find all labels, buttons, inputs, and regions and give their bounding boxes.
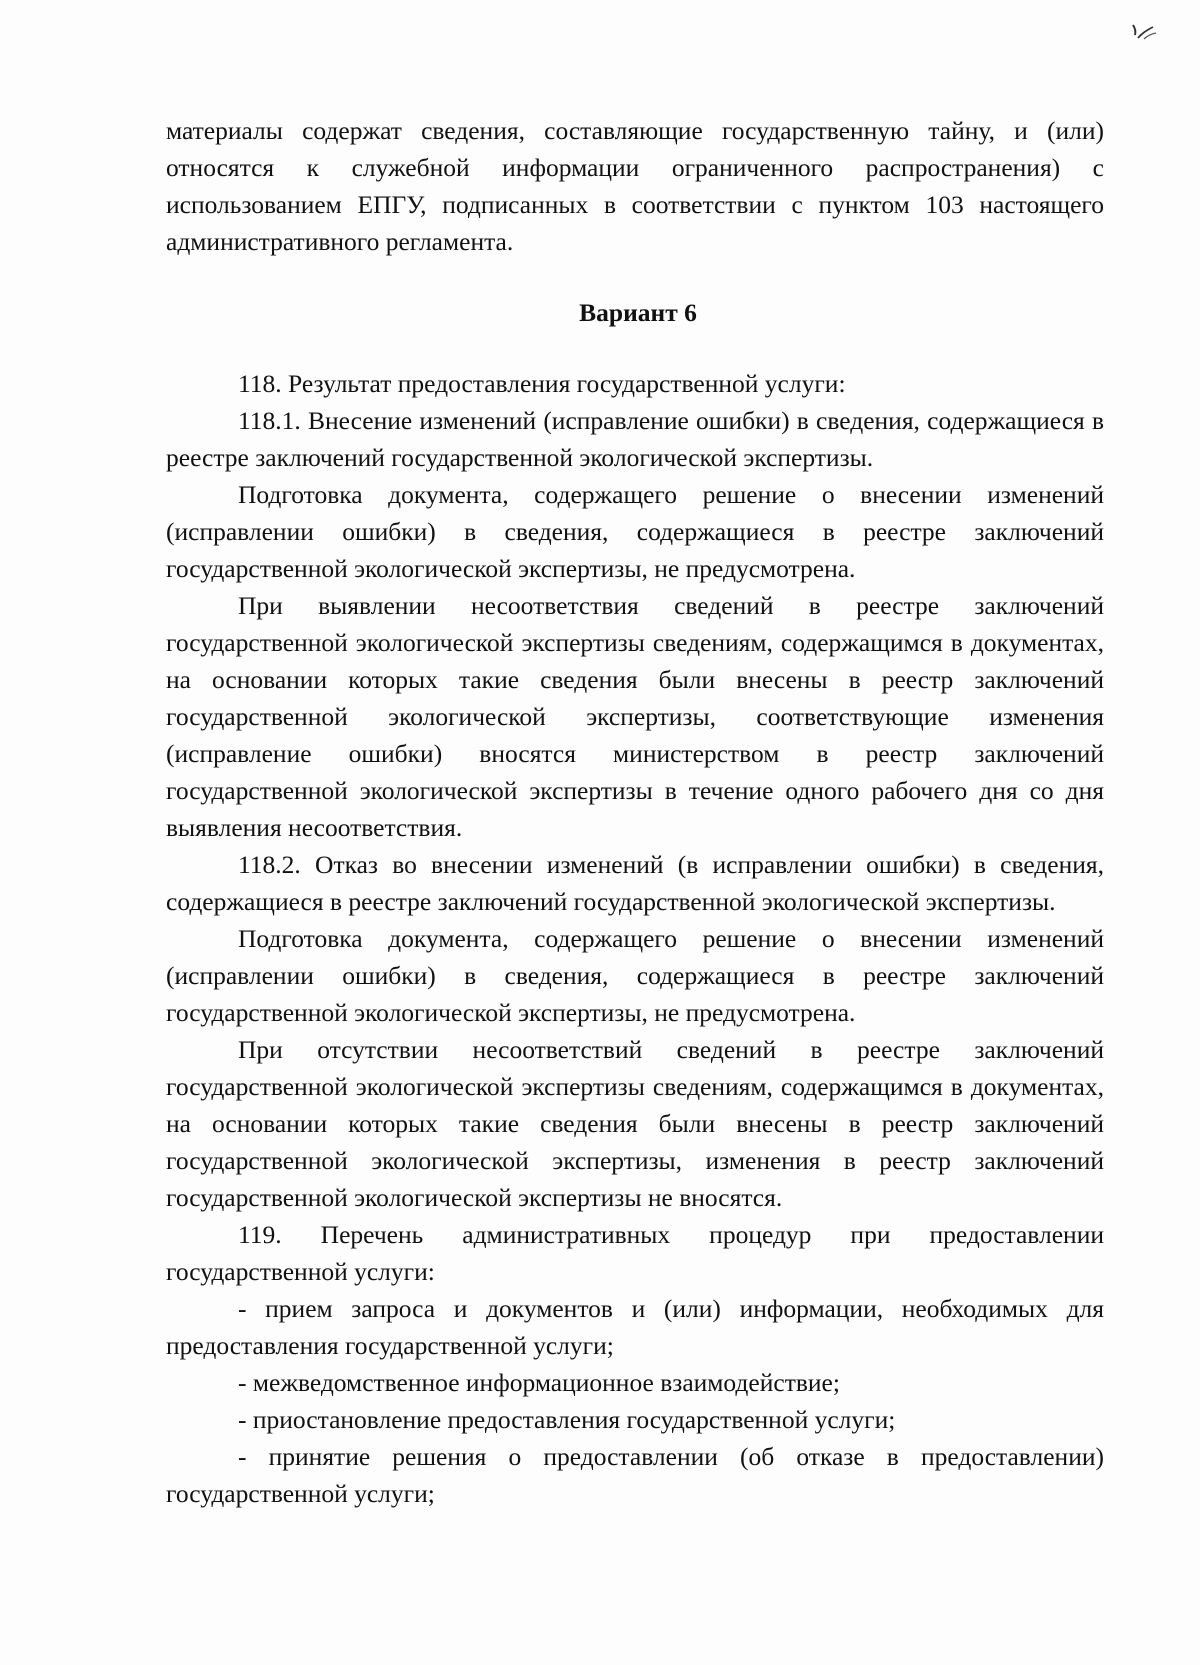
list-item-reception: - прием запроса и документов и (или) информации, необходимых для предоставления государственной услуги; xyxy=(166,1294,1104,1360)
list-item-suspension: - приостановление предоставления государственной услуги; xyxy=(238,1405,896,1434)
paragraph-no-error: При отсутствии несоответствий сведений в реестре заключений государственной экологической экспертизы сведениям, содержащимся в документах, на основании которых такие сведения были внесены в реестр заключений государственной экологической экспертизы, изменения в реестр заключений государственной экологической экспертизы не вносятся. xyxy=(166,1035,1104,1212)
handwritten-mark-icon xyxy=(1128,18,1162,46)
intro-paragraph: материалы содержат сведения, составляющие государственную тайну, и (или) относятся к служебной информации ограниченного распространения) с использованием ЕПГУ, подписанных в соответствии с пунктом 103 настоящего административного регламента. xyxy=(166,116,1104,256)
paragraph-error-detected: При выявлении несоответствия сведений в реестре заключений государственной экологической экспертизы сведениям, содержащимся в документах, на основании которых такие сведения были внесены в реестр заключений государственной экологической экспертизы, соответствующие изменения (исправление ошибки) вносятся министерством в реестр заключений государственной экологической экспертизы в течение одного рабочего дня со дня выявления несоответствия. xyxy=(166,591,1104,842)
paragraph-preparation-2: Подготовка документа, содержащего решение о внесении изменений (исправлении ошибки) в сведения, содержащиеся в реестре заключений государственной экологической экспертизы, не предусмотрена. xyxy=(166,924,1104,1027)
paragraph-118: 118. Результат предоставления государственной услуги: xyxy=(238,369,846,398)
list-item-interaction: - межведомственное информационное взаимодействие; xyxy=(238,1368,840,1397)
paragraph-118-2: 118.2. Отказ во внесении изменений (в исправлении ошибки) в сведения, содержащиеся в реестре заключений государственной экологической экспертизы. xyxy=(166,850,1104,916)
document-body xyxy=(166,112,1104,1512)
paragraph-118-1: 118.1. Внесение изменений (исправление ошибки) в сведения, содержащиеся в реестре заключений государственной экологической экспертизы. xyxy=(166,406,1104,472)
variant-heading: Вариант 6 xyxy=(579,298,697,327)
paragraph-119: 119. Перечень административных процедур при предоставлении государственной услуги: xyxy=(166,1220,1104,1286)
paragraph-preparation-1: Подготовка документа, содержащего решение о внесении изменений (исправлении ошибки) в сведения, содержащиеся в реестре заключений государственной экологической экспертизы, не предусмотрена. xyxy=(166,480,1104,583)
list-item-decision: - принятие решения о предоставлении (об отказе в предоставлении) государственной услуги; xyxy=(166,1442,1104,1508)
